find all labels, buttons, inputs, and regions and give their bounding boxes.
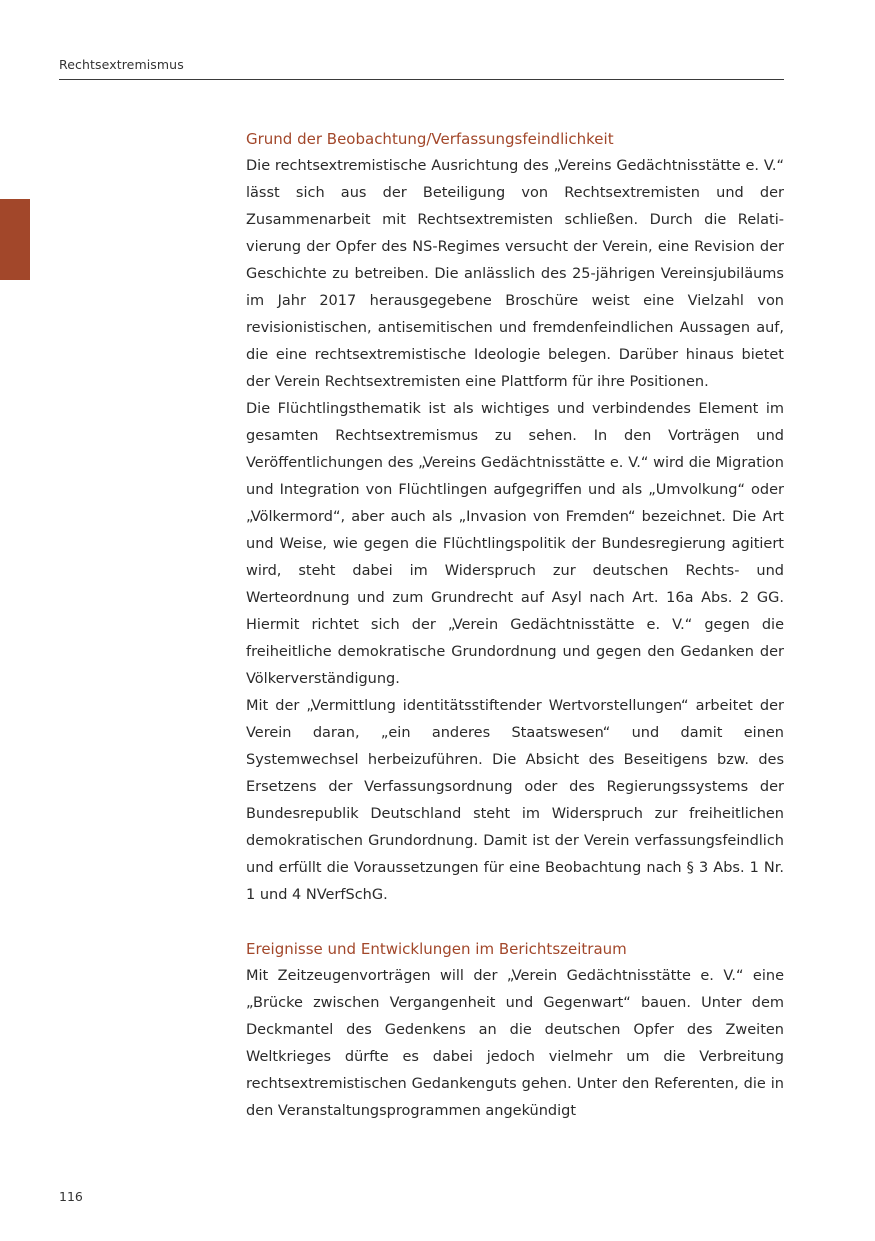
- chapter-side-marker: [0, 199, 30, 280]
- body-paragraph: Mit Zeitzeugenvorträgen will der „Verein Gedächtnisstätte e. V.“ eine „Brücke zwischen Vergangenheit und Gegenwart“ bauen. Unter dem Deckmantel des Gedenkens an die deutschen Opfer des Zweiten Weltkrieges dürfte es dabei jedoch vielmehr um die Verbreitung rechtsextremistischen Gedankenguts gehen. Unter den Referenten, die in den Veranstaltungsprogrammen angekündigt: [246, 968, 784, 1119]
- running-header-title: Rechtsextremismus: [59, 57, 184, 72]
- section-heading: Grund der Beobachtung/Verfassungsfeindlichkeit: [246, 130, 614, 148]
- body-paragraph: Mit der „Vermittlung identitätsstiftender Wertvorstellungen“ arbeitet der Verein daran, „ein anderes Staatswesen“ und damit einen Systemwechsel herbeizuführen. Die Absicht des Beseitigens bzw. des Ersetzens der Verfassungsordnung oder des Regierungssystems der Bundesrepublik Deutschland steht im Widerspruch zur freiheitlichen demokratischen Grundordnung. Damit ist der Verein verfassungsfeindlich und erfüllt die Voraussetzungen für eine Beobachtung nach § 3 Abs. 1 Nr. 1 und 4 NVerfSchG.: [246, 698, 784, 903]
- body-paragraph: Die rechtsextremistische Ausrichtung des „Vereins Gedächtnisstätte e. V.“ lässt sich aus der Beteiligung von Rechtsextremisten und der Zusammenarbeit mit Rechtsextremisten schließen. Durch die Relativierung der Opfer des NS-Regimes versucht der Verein, eine Revision der Geschichte zu betreiben. Die anlässlich des 25-jährigen Vereinsjubiläums im Jahr 2017 herausgegebene Broschüre weist eine Vielzahl von revisionistischen, antisemitischen und fremdenfeindlichen Aussagen auf, die eine rechtsextremistische Ideologie belegen. Darüber hinaus bietet der Verein Rechtsextremisten eine Plattform für ihre Positionen.: [246, 158, 784, 390]
- body-paragraph: Die Flüchtlingsthematik ist als wichtiges und verbindendes Element im gesamten Rechtsextremismus zu sehen. In den Vorträgen und Veröffentlichungen des „Vereins Gedächtnisstätte e. V.“ wird die Migration und Integration von Flüchtlingen aufgegriffen und als „Umvolkung“ oder „Völkermord“, aber auch als „Invasion von Fremden“ bezeichnet. Die Art und Weise, wie gegen die Flüchtlingspolitik der Bundesregierung agitiert wird, steht dabei im Widerspruch zur deutschen Rechts- und Werteordnung und zum Grundrecht auf Asyl nach Art. 16a Abs. 2 GG. Hiermit richtet sich der „Verein Gedächtnisstätte e. V.“ gegen die freiheitliche demokratische Grundordnung und gegen den Gedanken der Völkerverständigung.: [246, 401, 784, 687]
- section-heading: Ereignisse und Entwicklungen im Berichtszeitraum: [246, 940, 627, 958]
- header-rule: [59, 79, 784, 80]
- page-number: 116: [59, 1189, 83, 1204]
- section-ereignisse: [246, 936, 784, 1125]
- main-content: [246, 126, 784, 1125]
- section-grund-der-beobachtung: [246, 126, 784, 909]
